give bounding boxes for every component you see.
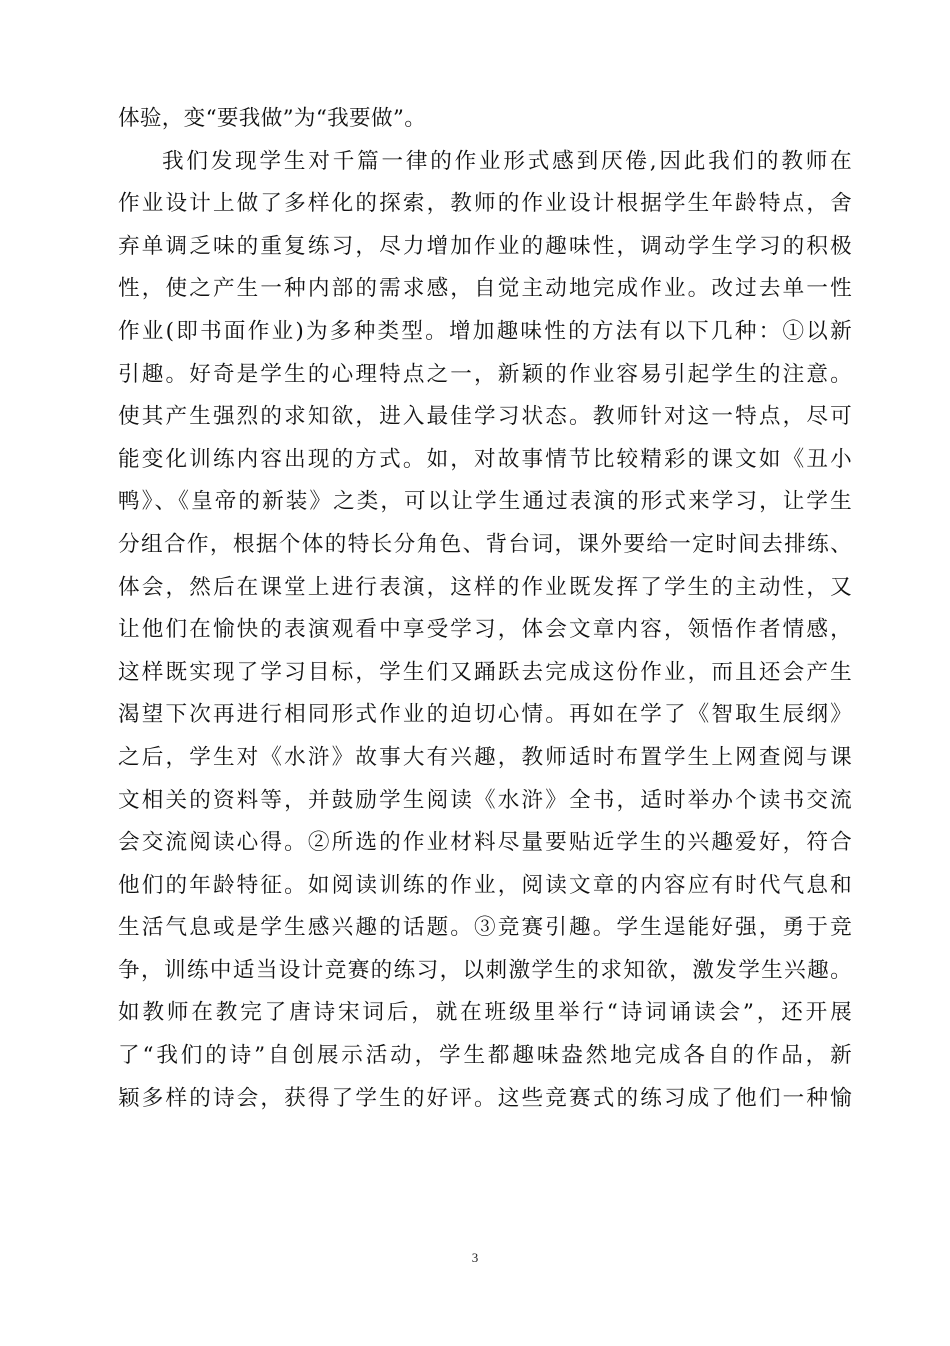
text-line: 这样既实现了学习目标，学生们又踊跃去完成这份作业，而且还会产生 [118,659,852,685]
text-line: 了“我们的诗”自创展示活动，学生都趣味盎然地完成各自的作品，新 [118,1043,852,1069]
text-line: 颖多样的诗会，获得了学生的好评。这些竞赛式的练习成了他们一种愉 [118,1085,852,1111]
text-line: 能变化训练内容出现的方式。如，对故事情节比较精彩的课文如《丑小 [118,446,852,472]
text-line: 渴望下次再进行相同形式作业的迫切心情。再如在学了《智取生辰纲》 [118,702,852,728]
text-line: 鸭》、《皇帝的新装》之类，可以让学生通过表演的形式来学习，让学生 [118,489,852,515]
text-line: 文相关的资料等，并鼓励学生阅读《水浒》全书，适时举办个读书交流 [118,787,852,813]
page-number: 3 [471,1250,479,1265]
text-line: 体验，变“要我做”为“我要做”。 [118,106,427,131]
body-text [118,98,852,1120]
text-line: 作业(即书面作业)为多种类型。增加趣味性的方法有以下几种：①以新 [118,318,852,344]
text-line: 会交流阅读心得。②所选的作业材料尽量要贴近学生的兴趣爱好，符合 [118,830,852,856]
text-line: 他们的年龄特征。如阅读训练的作业，阅读文章的内容应有时代气息和 [118,872,852,898]
text-line: 弃单调乏味的重复练习，尽力增加作业的趣味性，调动学生学习的积极 [118,233,852,259]
text-line: 如教师在教完了唐诗宋词后，就在班级里举行“诗词诵读会”，还开展 [118,1000,852,1026]
text-line: 体会，然后在课堂上进行表演，这样的作业既发挥了学生的主动性，又 [118,574,852,600]
text-line: 让他们在愉快的表演观看中享受学习，体会文章内容，领悟作者情感， [118,617,852,643]
text-line: 性，使之产生一种内部的需求感，自觉主动地完成作业。改过去单一性 [118,276,852,302]
text-line: 作业设计上做了多样化的探索，教师的作业设计根据学生年龄特点，舍 [118,191,852,217]
text-line: 分组合作，根据个体的特长分角色、背台词，课外要给一定时间去排练、 [118,531,852,557]
text-line: 使其产生强烈的求知欲，进入最佳学习状态。教师针对这一特点，尽可 [118,404,852,430]
paragraph-first-line: 我们发现学生对千篇一律的作业形式感到厌倦,因此我们的教师在 [162,148,852,174]
text-line: 生活气息或是学生感兴趣的话题。③竞赛引趣。学生逞能好强，勇于竞 [118,915,852,941]
text-line: 之后，学生对《水浒》故事大有兴趣，教师适时布置学生上网查阅与课 [118,744,852,770]
text-line: 争，训练中适当设计竞赛的练习，以刺激学生的求知欲，激发学生兴趣。 [118,957,852,983]
text-line: 引趣。好奇是学生的心理特点之一，新颖的作业容易引起学生的注意。 [118,361,852,387]
